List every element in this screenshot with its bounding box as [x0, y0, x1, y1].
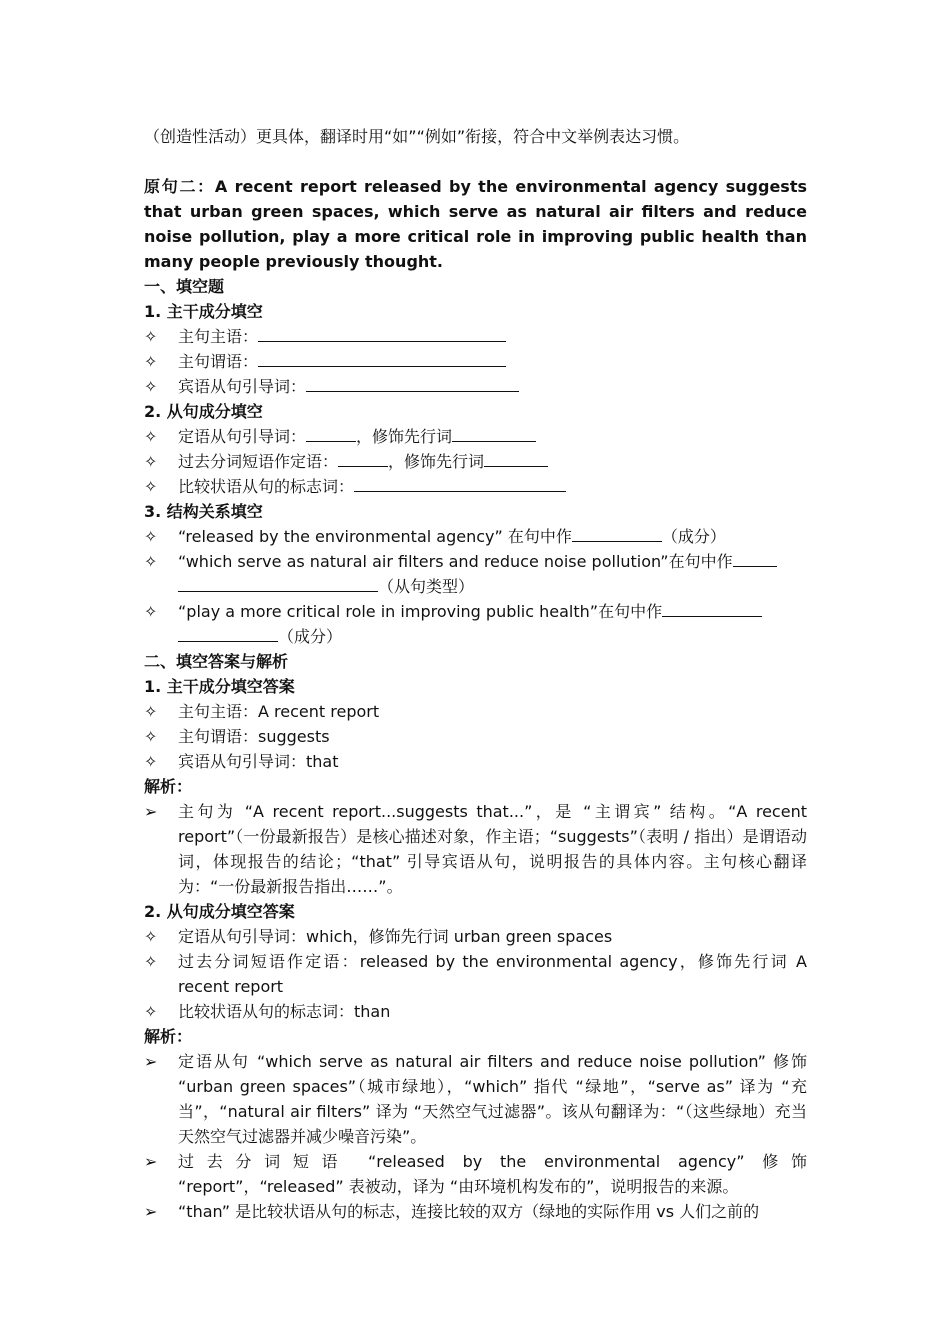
answer-text: 主句谓语：suggests [178, 727, 330, 746]
section2-title: 二、填空答案与解析 [144, 652, 289, 671]
q2-item-label: 过去分词短语作定语： [178, 452, 339, 471]
analysis-item [144, 1049, 807, 1149]
list-item [144, 549, 807, 599]
answer-text: 比较状语从句的标志词：than [178, 1002, 391, 1021]
original-text: A recent report released by the environmental agency suggests that urban green spaces, which serve as natural air filters and reduce noise pollution, play a more critical role in improving public health than many people previously thought. [144, 177, 807, 271]
arrow-icon: ➢ [144, 1052, 158, 1071]
answer-blank[interactable] [306, 424, 356, 442]
answer-blank[interactable] [572, 524, 662, 542]
section1-title: 一、填空题 [144, 277, 225, 296]
q1-title: 1. 主干成分填空 [144, 302, 263, 321]
diamond-icon: ✧ [144, 927, 158, 946]
analysis-item [144, 1149, 807, 1199]
q2-item-suffix: ，修饰先行词 [388, 452, 485, 471]
list-item [144, 474, 807, 499]
diamond-icon: ✧ [144, 327, 158, 346]
q2-item-label: 定语从句引导词： [178, 427, 307, 446]
list-item [144, 374, 807, 399]
list-item [144, 949, 807, 999]
q2-item-label: 比较状语从句的标志词： [178, 477, 355, 496]
q3-item-label: “play a more critical role in improving public health”在句中作 [178, 602, 663, 621]
diamond-icon: ✧ [144, 477, 158, 496]
answer-blank[interactable] [733, 549, 777, 567]
diamond-icon: ✧ [144, 352, 158, 371]
original-label: 原句二： [144, 177, 215, 196]
document-page [144, 124, 807, 1224]
analysis-label: 解析： [144, 1027, 193, 1046]
answer-blank[interactable] [258, 324, 506, 342]
answer-text: 定语从句引导词：which，修饰先行词 urban green spaces [178, 927, 613, 946]
answer-blank[interactable] [338, 449, 388, 467]
list-item [144, 349, 807, 374]
a1-title: 1. 主干成分填空答案 [144, 677, 295, 696]
answer-blank[interactable] [178, 624, 278, 642]
list-item [144, 699, 807, 724]
diamond-icon: ✧ [144, 702, 158, 721]
list-item [144, 749, 807, 774]
q1-item-label: 主句主语： [178, 327, 259, 346]
analysis-text: 定语从句 “which serve as natural air filters and reduce noise pollution” 修饰 “urban green spaces”（城市绿地），“which” 指代 “绿地”，“serve as” 译为 “充当”，“natural air filters” 译为 “天然空气过滤器”。该从句翻译为：“（这些绿地）充当天然空气过滤器并减少噪音污染”。 [178, 1052, 807, 1146]
a2-title: 2. 从句成分填空答案 [144, 902, 295, 921]
answer-blank[interactable] [258, 349, 506, 367]
q3-item-label: “which serve as natural air filters and reduce noise pollution”在句中作 [178, 552, 733, 571]
q2-item-suffix: ，修饰先行词 [356, 427, 453, 446]
analysis-label: 解析： [144, 777, 193, 796]
answer-blank[interactable] [484, 449, 548, 467]
diamond-icon: ✧ [144, 452, 158, 471]
list-item [144, 924, 807, 949]
q3-item-suffix: （成分） [661, 527, 726, 546]
diamond-icon: ✧ [144, 1002, 158, 1021]
answer-blank[interactable] [354, 474, 566, 492]
answer-text: 主句主语：A recent report [178, 702, 380, 721]
diamond-icon: ✧ [144, 727, 158, 746]
diamond-icon: ✧ [144, 952, 158, 971]
diamond-icon: ✧ [144, 527, 158, 546]
intro-line: （创造性活动）更具体，翻译时用“如”“例如”衔接，符合中文举例表达习惯。 [144, 127, 690, 146]
original-sentence [144, 174, 807, 274]
q1-item-label: 主句谓语： [178, 352, 259, 371]
answer-blank[interactable] [452, 424, 536, 442]
diamond-icon: ✧ [144, 602, 158, 621]
list-item [144, 324, 807, 349]
answer-text: 宾语从句引导词：that [178, 752, 339, 771]
analysis-item [144, 799, 807, 899]
answer-text: 过去分词短语作定语：released by the environmental agency，修饰先行词 A recent report [178, 952, 807, 996]
q3-item-label: “released by the environmental agency” 在句中作 [178, 527, 572, 546]
list-item [144, 999, 807, 1024]
analysis-item [144, 1199, 807, 1224]
arrow-icon: ➢ [144, 1202, 158, 1221]
q2-title: 2. 从句成分填空 [144, 402, 263, 421]
list-item [144, 424, 807, 449]
q3-title: 3. 结构关系填空 [144, 502, 263, 521]
list-item [144, 449, 807, 474]
diamond-icon: ✧ [144, 752, 158, 771]
q3-item-suffix: （成分） [278, 627, 343, 646]
answer-blank[interactable] [306, 374, 519, 392]
diamond-icon: ✧ [144, 427, 158, 446]
answer-blank[interactable] [662, 599, 762, 617]
diamond-icon: ✧ [144, 377, 158, 396]
analysis-text: 过去分词短语 “released by the environmental agency” 修饰 “report”，“released” 表被动，译为 “由环境机构发布的”，说明报告的来源。 [178, 1152, 807, 1196]
list-item [144, 524, 807, 549]
analysis-text: “than” 是比较状语从句的标志，连接比较的双方（绿地的实际作用 vs 人们之前的 [178, 1202, 760, 1221]
analysis-text: 主句为 “A recent report...suggests that...”，是 “主谓宾” 结构。“A recent report”（一份最新报告）是核心描述对象，作主语；“suggests”（表明 / 指出）是谓语动词，体现报告的结论；“that” 引导宾语从句，说明报告的具体内容。主句核心翻译为：“一份最新报告指出……”。 [178, 802, 807, 896]
arrow-icon: ➢ [144, 802, 158, 821]
diamond-icon: ✧ [144, 552, 158, 571]
list-item [144, 599, 807, 649]
arrow-icon: ➢ [144, 1152, 158, 1171]
answer-blank[interactable] [178, 574, 378, 592]
q1-item-label: 宾语从句引导词： [178, 377, 307, 396]
q3-item-suffix: （从句类型） [378, 577, 475, 596]
list-item [144, 724, 807, 749]
